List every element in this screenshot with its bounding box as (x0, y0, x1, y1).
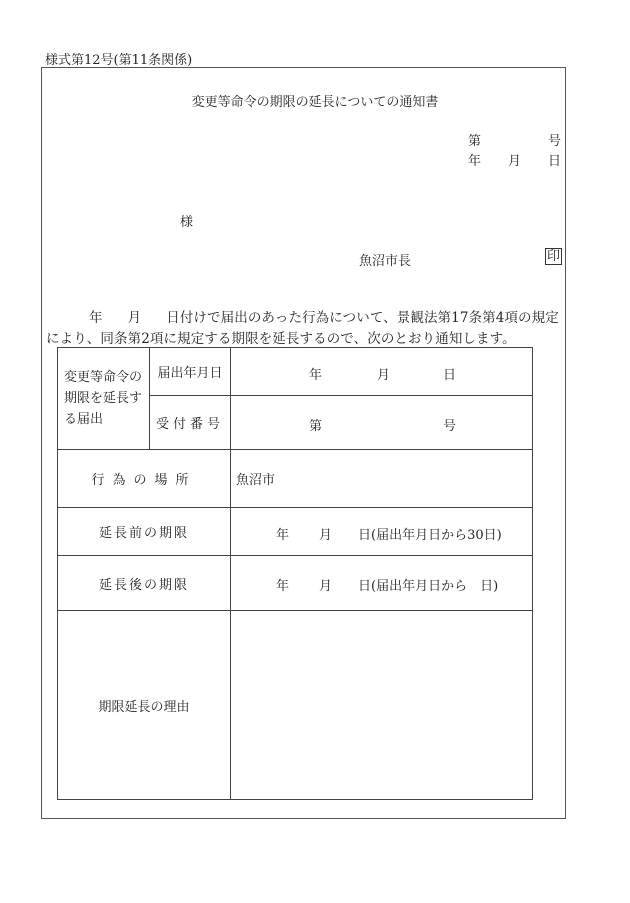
body-text: 日付けで届出のあった行為について、景観法第17条第4項の規定により、同条第2項に規定する期限を延長するので、次のとおり通知します。 (46, 310, 559, 347)
form-number-label: 様式第12号(第11条関係) (45, 53, 193, 68)
filed-date-day: 日 (443, 367, 457, 383)
deadline-before-year: 年 (276, 527, 290, 543)
deadline-after-value (231, 556, 533, 611)
filed-date-month: 月 (377, 367, 391, 383)
receipt-number-value (231, 396, 533, 450)
receipt-number-suffix: 号 (443, 418, 457, 434)
deadline-after-day-note: 日(届出年月日から 日) (358, 579, 499, 594)
deadline-before-value (231, 508, 533, 556)
filed-date-value (231, 348, 533, 396)
details-table (57, 347, 533, 800)
filed-date-label: 届出年月日 (150, 348, 231, 396)
deadline-after-year: 年 (276, 579, 290, 594)
receipt-number-label: 受付番号 (150, 396, 231, 450)
extension-notice-group-label: 変更等命令の期限を延長する届出 (58, 348, 150, 450)
date-year: 年 (468, 154, 482, 169)
doc-number-suffix: 号 (548, 134, 562, 149)
extension-reason-label: 期限延長の理由 (58, 611, 231, 800)
date-day: 日 (548, 154, 562, 169)
date-month: 月 (508, 154, 522, 169)
deadline-before-day-note: 日(届出年月日から30日) (358, 527, 502, 543)
extension-reason-value (231, 611, 533, 800)
receipt-number-prefix: 第 (309, 418, 323, 434)
deadline-after-label: 延長後の期限 (58, 556, 231, 611)
filed-date-year: 年 (309, 367, 323, 383)
body-year: 年 (89, 310, 103, 326)
issuer-name: 魚沼市長 (359, 254, 412, 269)
deadline-before-month: 月 (319, 527, 333, 543)
action-place-value: 魚沼市 (231, 450, 533, 508)
body-month: 月 (127, 310, 142, 326)
document-title: 変更等命令の期限の延長についての通知書 (191, 95, 439, 110)
deadline-after-month: 月 (319, 579, 333, 594)
seal-mark: 印 (547, 249, 561, 264)
action-place-label: 行為の場所 (58, 450, 231, 508)
recipient-suffix: 様 (180, 215, 194, 230)
doc-number-prefix: 第 (468, 134, 482, 149)
body-paragraph (46, 308, 564, 350)
deadline-before-label: 延長前の期限 (58, 508, 231, 556)
